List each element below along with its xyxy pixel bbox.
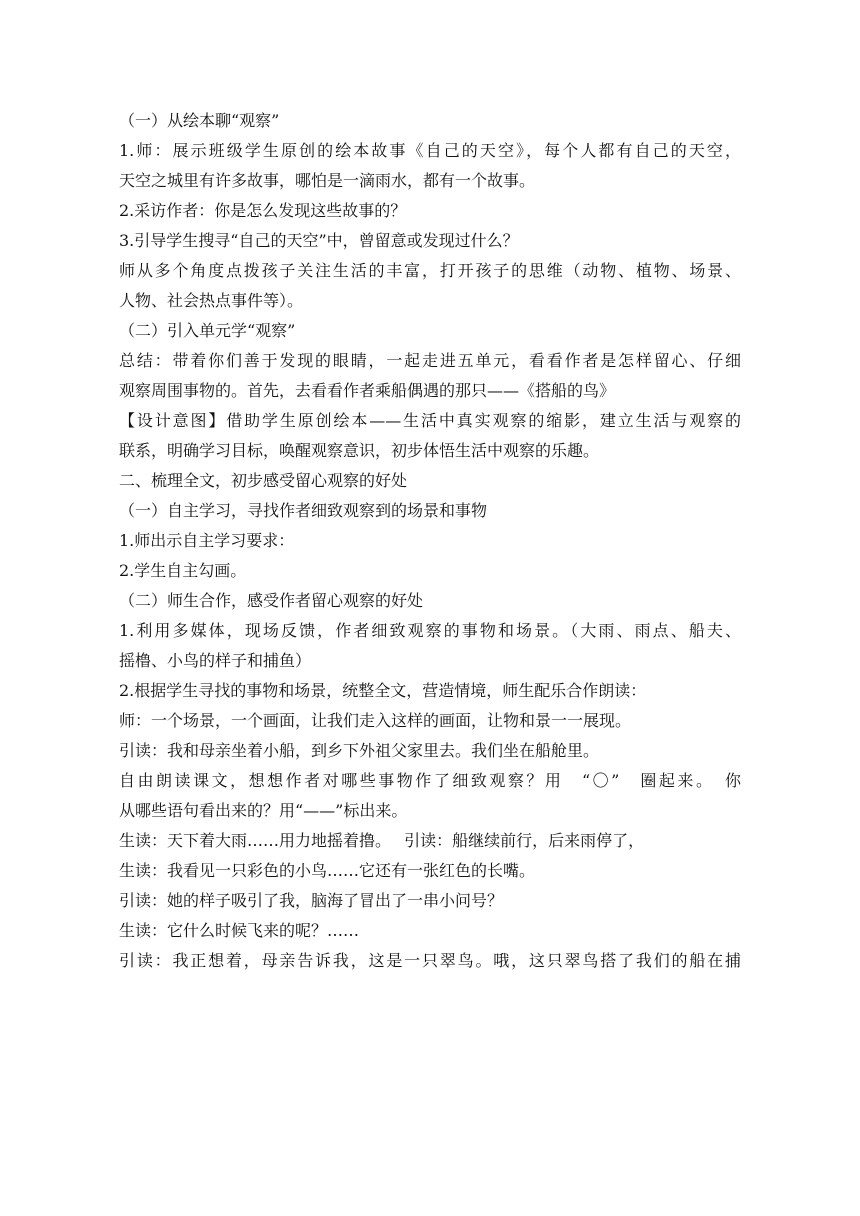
paragraph-line: 摇橹、小鸟的样子和捕鱼） <box>119 651 312 670</box>
paragraph-line: 师：一个场景，一个画面，让我们走入这样的画面，让物和景一一展现。 <box>119 711 632 730</box>
paragraph-line: 生读：它什么时候飞来的呢？…… <box>119 921 360 940</box>
paragraph-line: 1.师：展示班级学生原创的绘本故事《自己的天空》，每个人都有自己的天空， <box>119 141 741 160</box>
section-heading-part-two: 二、梳理全文，初步感受留心观察的好处 <box>119 471 408 490</box>
subsection-heading-cooperation: （二）师生合作，感受作者留心观察的好处 <box>119 591 424 610</box>
paragraph-line: 2.学生自主勾画。 <box>119 561 247 580</box>
paragraph-line: 观察周围事物的。首先，去看看作者乘船偶遇的那只——《搭船的鸟》 <box>119 381 616 400</box>
section-heading-unit-intro: （二）引入单元学“观察” <box>119 321 296 340</box>
paragraph-line: 2.根据学生寻找的事物和场景，统整全文，营造情境，师生配乐合作朗读： <box>119 681 647 700</box>
subsection-heading-self-study: （一）自主学习，寻找作者细致观察到的场景和事物 <box>119 501 488 520</box>
paragraph-line: 引读：她的样子吸引了我，脑海了冒出了一串小问号？ <box>119 891 504 910</box>
section-heading-picture-book: （一）从绘本聊“观察” <box>119 111 280 130</box>
paragraph-line: 1.师出示自主学习要求： <box>119 531 295 550</box>
paragraph-line: 3.引导学生搜寻“自己的天空”中，曾留意或发现过什么？ <box>119 231 519 250</box>
paragraph-line: 引读：我和母亲坐着小船，到乡下外祖父家里去。我们坐在船舱里。 <box>119 741 600 760</box>
paragraph-line: 生读：天下着大雨……用力地摇着撸。 引读：船继续前行，后来雨停了， <box>119 831 645 850</box>
paragraph-line: 2.采访作者：你是怎么发现这些故事的？ <box>119 201 407 220</box>
design-intent-line: 【设计意图】借助学生原创绘本——生活中真实观察的缩影，建立生活与观察的 <box>119 411 741 430</box>
paragraph-line: 师从多个角度点拨孩子关注生活的丰富，打开孩子的思维（动物、植物、场景、 <box>119 261 741 280</box>
paragraph-line: 自由朗读课文，想想作者对哪些事物作了细致观察？用 “〇” 圈起来。 你 <box>119 771 741 790</box>
paragraph-line: 人物、社会热点事件等）。 <box>119 291 304 310</box>
paragraph-line: 引读：我正想着，母亲告诉我，这是一只翠鸟。哦，这只翠鸟搭了我们的船在捕 <box>119 951 741 970</box>
design-intent-line: 联系，明确学习目标，唤醒观察意识，初步体悟生活中观察的乐趣。 <box>119 441 600 460</box>
paragraph-line: 生读：我看见一只彩色的小鸟……它还有一张红色的长嘴。 <box>119 861 536 880</box>
paragraph-line: 天空之城里有许多故事，哪怕是一滴雨水，都有一个故事。 <box>119 171 536 190</box>
document-body <box>119 106 741 976</box>
paragraph-line: 1.利用多媒体，现场反馈，作者细致观察的事物和场景。（大雨、雨点、船夫、 <box>119 621 741 640</box>
paragraph-line: 从哪些语句看出来的？用“——”标出来。 <box>119 801 408 820</box>
paragraph-line: 总结：带着你们善于发现的眼睛，一起走进五单元，看看作者是怎样留心、仔细 <box>119 351 741 370</box>
